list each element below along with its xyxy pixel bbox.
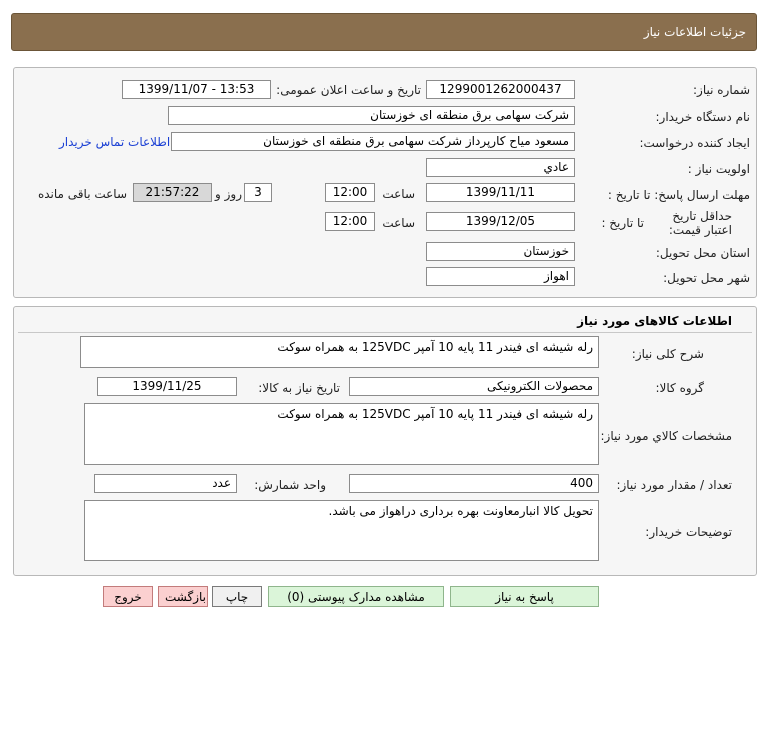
deadline-time-label: ساعت <box>382 187 415 201</box>
qty-field: 400 <box>349 474 599 493</box>
unit-field: عدد <box>94 474 237 493</box>
notes-field: تحویل کالا انبارمعاونت بهره برداری دراهواز می باشد. <box>84 500 599 561</box>
creator-label: ایجاد کننده درخواست: <box>639 136 750 150</box>
summary-label: شرح کلی نیاز: <box>631 347 704 361</box>
group-label: گروه کالا: <box>655 381 704 395</box>
unit-label: واحد شمارش: <box>254 478 326 492</box>
announce-label: تاریخ و ساعت اعلان عمومی: <box>276 83 421 97</box>
specs-field: رله شیشه ای فیندر 11 پایه 10 آمپر 125VDC به همراه سوکت <box>84 403 599 465</box>
back-button[interactable]: بازگشت <box>158 586 208 607</box>
print-button[interactable]: چاپ <box>212 586 262 607</box>
specs-label: مشخصات کالاي مورد نیاز: <box>600 429 732 443</box>
city-field: اهواز <box>426 267 575 286</box>
need-number-field: 1299001262000437 <box>426 80 575 99</box>
deadline-label: مهلت ارسال پاسخ: تا تاریخ : <box>607 188 750 202</box>
validity-date-field: 1399/12/05 <box>426 212 575 231</box>
province-field: خوزستان <box>426 242 575 261</box>
validity-to-label: تا تاریخ : <box>601 216 644 230</box>
remaining-time-field: 21:57:22 <box>133 183 212 202</box>
attachments-button[interactable]: مشاهده مدارک پیوستی (0) <box>268 586 444 607</box>
province-label: استان محل تحویل: <box>655 246 750 260</box>
priority-field: عادي <box>426 158 575 177</box>
announce-field: 1399/11/07 - 13:53 <box>122 80 271 99</box>
contact-buyer-link[interactable]: اطلاعات تماس خریدار <box>59 135 171 149</box>
goods-section-title: اطلاعات کالاهای مورد نیاز <box>577 314 732 328</box>
exit-button[interactable]: خروج <box>103 586 153 607</box>
remaining-label: ساعت باقی مانده <box>37 187 127 201</box>
validity-time-field: 12:00 <box>325 212 375 231</box>
need-date-label: تاریخ نیاز به کالا: <box>258 381 340 395</box>
qty-label: تعداد / مقدار مورد نیاز: <box>616 478 732 492</box>
buyer-field: شرکت سهامی برق منطقه ای خوزستان <box>168 106 575 125</box>
buyer-label: نام دستگاه خریدار: <box>655 110 750 124</box>
need-info-panel <box>13 67 757 298</box>
deadline-date-field: 1399/11/11 <box>426 183 575 202</box>
priority-label: اولویت نیاز : <box>687 162 750 176</box>
reply-button[interactable]: پاسخ به نیاز <box>450 586 599 607</box>
need-date-field: 1399/11/25 <box>97 377 237 396</box>
page-title: جزئیات اطلاعات نیاز <box>643 25 746 39</box>
goods-section-divider <box>18 332 752 333</box>
deadline-time-field: 12:00 <box>325 183 375 202</box>
validity-label: حداقل تاریخ اعتبار قیمت: <box>668 209 732 237</box>
summary-field: رله شیشه ای فیندر 11 پایه 10 آمپر 125VDC به همراه سوکت <box>80 336 599 368</box>
need-number-label: شماره نیاز: <box>693 83 750 97</box>
days-label: روز و <box>215 187 242 201</box>
days-remaining-field: 3 <box>244 183 272 202</box>
group-field: محصولات الکترونیکی <box>349 377 599 396</box>
creator-field: مسعود میاح کارپرداز شرکت سهامی برق منطقه ای خوزستان <box>171 132 575 151</box>
city-label: شهر محل تحویل: <box>663 271 750 285</box>
page-header <box>11 13 757 51</box>
notes-label: توضیحات خریدار: <box>645 525 732 539</box>
validity-time-label: ساعت <box>382 216 415 230</box>
